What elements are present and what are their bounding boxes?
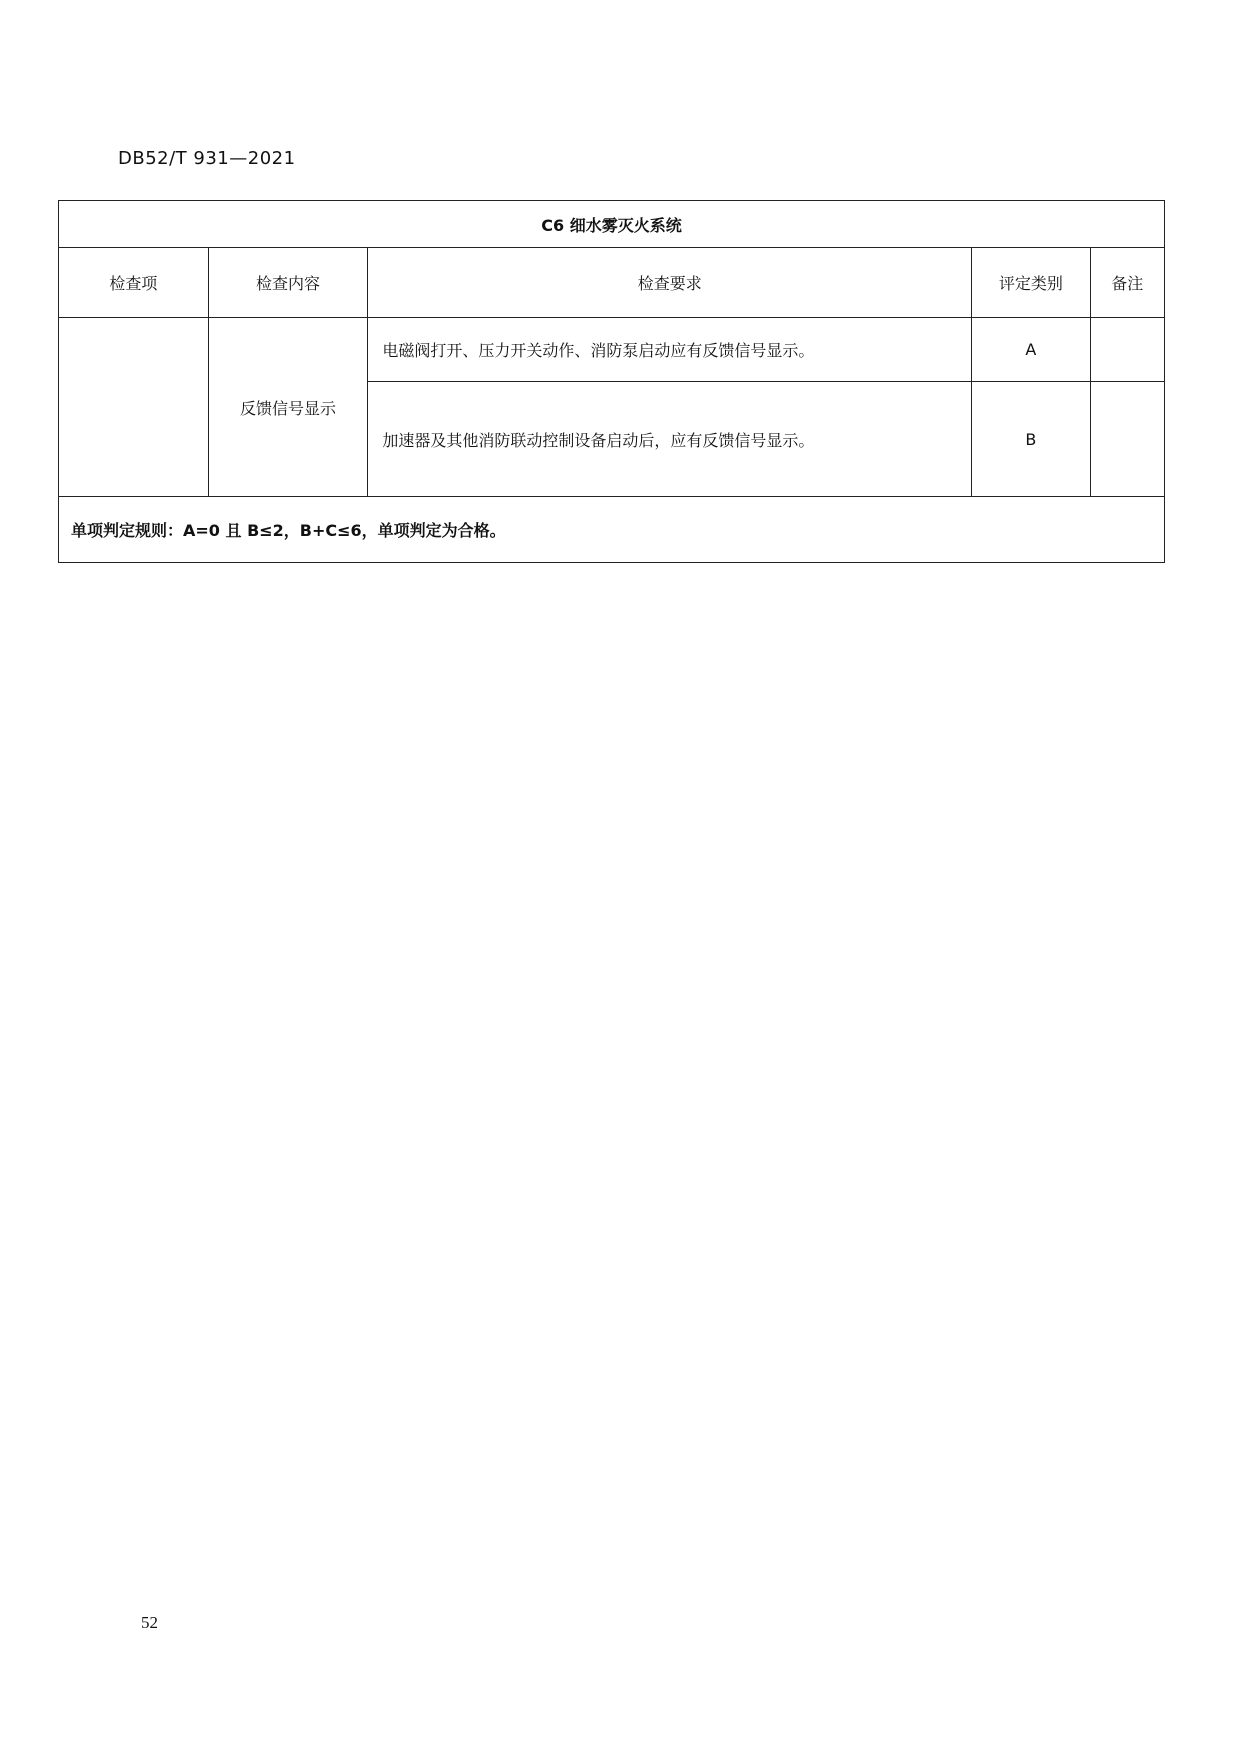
header-content: 检查内容	[208, 248, 368, 318]
judgment-rule: 单项判定规则：A=0 且 B≤2，B+C≤6，单项判定为合格。	[59, 497, 1165, 563]
header-requirement: 检查要求	[368, 248, 972, 318]
requirement-cell: 电磁阀打开、压力开关动作、消防泵启动应有反馈信号显示。	[368, 318, 972, 382]
remark-cell	[1090, 382, 1164, 497]
check-item-cell	[59, 318, 209, 497]
table-row	[59, 318, 1165, 382]
header-category: 评定类别	[972, 248, 1091, 318]
category-cell: A	[972, 318, 1091, 382]
table-title-row	[59, 201, 1165, 248]
rule-row	[59, 497, 1165, 563]
header-remark: 备注	[1090, 248, 1164, 318]
remark-cell	[1090, 318, 1164, 382]
table-header-row	[59, 248, 1165, 318]
check-content-cell: 反馈信号显示	[208, 318, 368, 497]
document-code: DB52/T 931—2021	[118, 148, 296, 169]
requirement-cell: 加速器及其他消防联动控制设备启动后，应有反馈信号显示。	[368, 382, 972, 497]
category-cell: B	[972, 382, 1091, 497]
table-title: C6 细水雾灭火系统	[59, 201, 1165, 248]
header-item: 检查项	[59, 248, 209, 318]
inspection-table	[58, 200, 1165, 563]
page-number: 52	[141, 1613, 158, 1632]
